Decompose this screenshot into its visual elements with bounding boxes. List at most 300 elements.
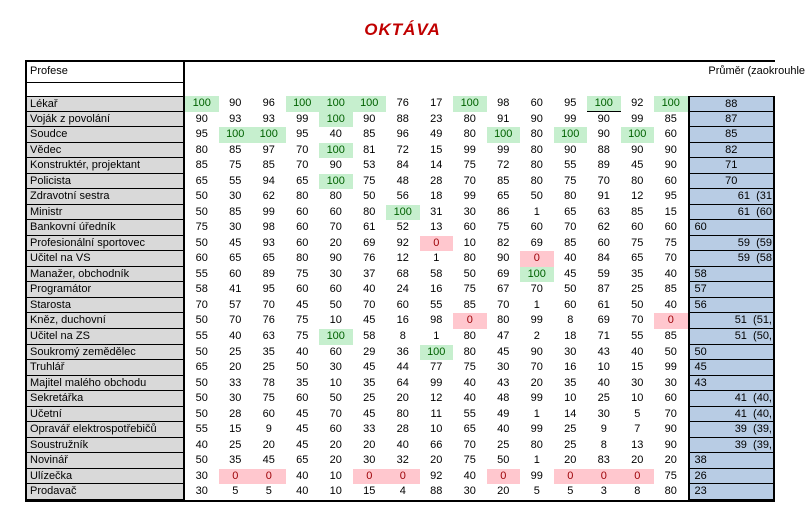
profession-cell[interactable]: Soustružník bbox=[27, 438, 185, 454]
profession-cell[interactable]: Programátor bbox=[27, 282, 185, 298]
score-cell[interactable]: 75 bbox=[463, 361, 476, 374]
average-cell[interactable]: 38 bbox=[688, 453, 776, 469]
score-cell[interactable]: 88 bbox=[396, 112, 409, 125]
score-cell[interactable]: 69 bbox=[530, 236, 543, 249]
score-cell[interactable]: 80 bbox=[664, 485, 677, 498]
average-cell[interactable]: 85 bbox=[688, 127, 776, 143]
score-cell[interactable]: 85 bbox=[262, 159, 275, 172]
score-cell[interactable]: 99 bbox=[463, 143, 476, 156]
score-cell[interactable]: 25 bbox=[363, 392, 376, 405]
score-cell[interactable]: 60 bbox=[597, 236, 610, 249]
score-cell[interactable]: 10 bbox=[631, 392, 644, 405]
score-cell[interactable]: 28 bbox=[229, 407, 242, 420]
average-cell[interactable]: 23 bbox=[688, 484, 776, 500]
score-cell[interactable]: 80 bbox=[530, 174, 543, 187]
score-cell[interactable]: 55 bbox=[195, 329, 208, 342]
score-cell[interactable]: 25 bbox=[564, 423, 577, 436]
profession-cell[interactable]: Kněz, duchovní bbox=[27, 313, 185, 329]
score-cell[interactable]: 60 bbox=[564, 298, 577, 311]
average-cell[interactable]: 50 bbox=[688, 345, 776, 361]
score-cell[interactable]: 1 bbox=[533, 205, 540, 218]
score-cell[interactable]: 80 bbox=[195, 143, 208, 156]
score-cell[interactable]: 55 bbox=[564, 159, 577, 172]
score-cell[interactable]: 69 bbox=[597, 314, 610, 327]
score-cell[interactable]: 23 bbox=[430, 112, 443, 125]
score-cell[interactable]: 55 bbox=[195, 423, 208, 436]
score-cell[interactable]: 30 bbox=[329, 361, 342, 374]
score-cell[interactable]: 37 bbox=[363, 267, 376, 280]
score-cell[interactable]: 7 bbox=[634, 423, 641, 436]
score-cell[interactable]: 88 bbox=[597, 143, 610, 156]
profession-cell[interactable]: Učetní bbox=[27, 407, 185, 423]
score-cell[interactable]: 61 bbox=[363, 221, 376, 234]
score-cell[interactable]: 13 bbox=[430, 221, 443, 234]
score-cell[interactable]: 100 bbox=[185, 96, 219, 112]
score-cell[interactable]: 40 bbox=[296, 485, 309, 498]
score-cell[interactable]: 45 bbox=[363, 361, 376, 374]
score-cell[interactable]: 96 bbox=[396, 128, 409, 141]
score-cell[interactable]: 25 bbox=[631, 283, 644, 296]
score-cell[interactable]: 85 bbox=[664, 329, 677, 342]
score-cell[interactable]: 35 bbox=[296, 376, 309, 389]
score-cell[interactable]: 70 bbox=[262, 298, 275, 311]
score-cell[interactable]: 98 bbox=[262, 221, 275, 234]
score-cell[interactable]: 0 bbox=[219, 469, 253, 485]
score-cell[interactable]: 92 bbox=[430, 469, 443, 482]
score-cell[interactable]: 70 bbox=[564, 221, 577, 234]
score-cell[interactable]: 0 bbox=[252, 469, 286, 485]
score-cell[interactable]: 45 bbox=[262, 454, 275, 467]
score-cell[interactable]: 75 bbox=[497, 221, 510, 234]
score-cell[interactable]: 70 bbox=[329, 407, 342, 420]
score-cell[interactable]: 70 bbox=[363, 298, 376, 311]
profession-cell[interactable]: Soudce bbox=[27, 127, 185, 143]
score-cell[interactable]: 70 bbox=[530, 361, 543, 374]
score-cell[interactable]: 99 bbox=[530, 314, 543, 327]
score-cell[interactable]: 30 bbox=[229, 221, 242, 234]
score-cell[interactable]: 65 bbox=[564, 205, 577, 218]
score-cell[interactable]: 30 bbox=[597, 407, 610, 420]
score-cell[interactable]: 67 bbox=[497, 283, 510, 296]
score-cell[interactable]: 30 bbox=[664, 376, 677, 389]
score-cell[interactable]: 95 bbox=[195, 128, 208, 141]
score-cell[interactable]: 48 bbox=[497, 392, 510, 405]
score-cell[interactable]: 25 bbox=[229, 438, 242, 451]
average-cell[interactable]: 43 bbox=[688, 376, 776, 392]
score-cell[interactable]: 70 bbox=[296, 159, 309, 172]
score-cell[interactable]: 88 bbox=[430, 485, 443, 498]
score-cell[interactable]: 0 bbox=[353, 469, 387, 485]
score-cell[interactable]: 100 bbox=[219, 127, 253, 143]
score-cell[interactable]: 20 bbox=[262, 438, 275, 451]
average-cell[interactable]: 61 (60 bbox=[688, 205, 776, 221]
score-cell[interactable]: 99 bbox=[530, 392, 543, 405]
score-cell[interactable]: 8 bbox=[600, 438, 607, 451]
score-cell[interactable]: 95 bbox=[664, 190, 677, 203]
score-cell[interactable]: 100 bbox=[420, 345, 454, 361]
score-cell[interactable]: 85 bbox=[229, 205, 242, 218]
score-cell[interactable]: 35 bbox=[631, 267, 644, 280]
score-cell[interactable]: 10 bbox=[564, 392, 577, 405]
score-cell[interactable]: 100 bbox=[386, 205, 420, 221]
score-cell[interactable]: 58 bbox=[363, 329, 376, 342]
profession-cell[interactable]: Majitel malého obchodu bbox=[27, 376, 185, 392]
score-cell[interactable]: 82 bbox=[497, 236, 510, 249]
score-cell[interactable]: 12 bbox=[430, 392, 443, 405]
score-cell[interactable]: 30 bbox=[363, 454, 376, 467]
score-cell[interactable]: 80 bbox=[296, 252, 309, 265]
score-cell[interactable]: 60 bbox=[229, 267, 242, 280]
score-cell[interactable]: 45 bbox=[296, 423, 309, 436]
score-cell[interactable]: 0 bbox=[420, 236, 454, 252]
score-cell[interactable]: 10 bbox=[329, 314, 342, 327]
score-cell[interactable]: 30 bbox=[463, 485, 476, 498]
score-cell[interactable]: 49 bbox=[430, 128, 443, 141]
score-cell[interactable]: 10 bbox=[329, 485, 342, 498]
average-cell[interactable]: 51 (51, bbox=[688, 313, 776, 329]
score-cell[interactable]: 50 bbox=[195, 376, 208, 389]
score-cell[interactable]: 30 bbox=[463, 205, 476, 218]
score-cell[interactable]: 10 bbox=[430, 423, 443, 436]
score-cell[interactable]: 85 bbox=[195, 159, 208, 172]
score-cell[interactable]: 99 bbox=[430, 376, 443, 389]
score-cell[interactable]: 65 bbox=[296, 454, 309, 467]
score-cell[interactable]: 20 bbox=[564, 454, 577, 467]
score-cell[interactable]: 20 bbox=[363, 438, 376, 451]
score-cell[interactable]: 9 bbox=[600, 423, 607, 436]
score-cell[interactable]: 43 bbox=[497, 376, 510, 389]
score-cell[interactable]: 56 bbox=[396, 190, 409, 203]
score-cell[interactable]: 35 bbox=[363, 376, 376, 389]
score-cell[interactable]: 60 bbox=[396, 298, 409, 311]
score-cell[interactable]: 99 bbox=[564, 112, 577, 125]
score-cell[interactable]: 70 bbox=[296, 143, 309, 156]
score-cell[interactable]: 30 bbox=[497, 361, 510, 374]
score-cell[interactable]: 95 bbox=[564, 97, 577, 109]
score-cell[interactable]: 85 bbox=[497, 174, 510, 187]
score-cell[interactable]: 50 bbox=[195, 314, 208, 327]
score-cell[interactable]: 90 bbox=[329, 159, 342, 172]
profession-cell[interactable]: Učitel na VS bbox=[27, 251, 185, 267]
score-cell[interactable]: 94 bbox=[262, 174, 275, 187]
score-cell[interactable]: 99 bbox=[497, 143, 510, 156]
score-cell[interactable]: 20 bbox=[430, 454, 443, 467]
score-cell[interactable]: 85 bbox=[631, 205, 644, 218]
score-cell[interactable]: 60 bbox=[296, 236, 309, 249]
score-cell[interactable]: 35 bbox=[564, 376, 577, 389]
profession-cell[interactable]: Vědec bbox=[27, 143, 185, 159]
score-cell[interactable]: 99 bbox=[296, 112, 309, 125]
score-cell[interactable]: 83 bbox=[597, 454, 610, 467]
profession-cell[interactable]: Konstruktér, projektant bbox=[27, 158, 185, 174]
score-cell[interactable]: 65 bbox=[262, 252, 275, 265]
score-cell[interactable]: 32 bbox=[396, 454, 409, 467]
score-cell[interactable]: 0 bbox=[621, 469, 655, 485]
score-cell[interactable]: 9 bbox=[265, 423, 272, 436]
score-cell[interactable]: 77 bbox=[430, 361, 443, 374]
score-cell[interactable]: 92 bbox=[396, 236, 409, 249]
score-cell[interactable]: 10 bbox=[329, 376, 342, 389]
score-cell[interactable]: 100 bbox=[520, 267, 554, 283]
score-cell[interactable]: 52 bbox=[396, 221, 409, 234]
score-cell[interactable]: 89 bbox=[597, 159, 610, 172]
score-cell[interactable]: 53 bbox=[363, 159, 376, 172]
score-cell[interactable]: 99 bbox=[530, 423, 543, 436]
score-cell[interactable]: 93 bbox=[262, 112, 275, 125]
score-cell[interactable]: 5 bbox=[533, 485, 540, 498]
profession-cell[interactable]: Ministr bbox=[27, 205, 185, 221]
score-cell[interactable]: 100 bbox=[319, 143, 353, 159]
score-cell[interactable]: 97 bbox=[262, 143, 275, 156]
score-cell[interactable]: 20 bbox=[664, 454, 677, 467]
score-cell[interactable]: 80 bbox=[497, 314, 510, 327]
score-cell[interactable]: 64 bbox=[396, 376, 409, 389]
score-cell[interactable]: 75 bbox=[664, 469, 677, 482]
score-cell[interactable]: 50 bbox=[195, 407, 208, 420]
score-cell[interactable]: 12 bbox=[631, 190, 644, 203]
score-cell[interactable]: 49 bbox=[497, 407, 510, 420]
score-cell[interactable]: 2 bbox=[533, 329, 540, 342]
score-cell[interactable]: 65 bbox=[195, 361, 208, 374]
average-cell[interactable]: 58 bbox=[688, 267, 776, 283]
score-cell[interactable]: 48 bbox=[396, 174, 409, 187]
score-cell[interactable]: 8 bbox=[399, 329, 406, 342]
score-cell[interactable]: 50 bbox=[363, 190, 376, 203]
score-cell[interactable]: 60 bbox=[296, 221, 309, 234]
score-cell[interactable]: 40 bbox=[631, 345, 644, 358]
score-cell[interactable]: 50 bbox=[195, 345, 208, 358]
average-cell[interactable]: 60 bbox=[688, 220, 776, 236]
score-cell[interactable]: 72 bbox=[396, 143, 409, 156]
score-cell[interactable]: 50 bbox=[195, 236, 208, 249]
score-cell[interactable]: 40 bbox=[329, 128, 342, 141]
score-cell[interactable]: 18 bbox=[564, 329, 577, 342]
score-cell[interactable]: 70 bbox=[631, 314, 644, 327]
score-cell[interactable]: 5 bbox=[265, 485, 272, 498]
score-cell[interactable]: 90 bbox=[530, 345, 543, 358]
score-cell[interactable]: 100 bbox=[319, 96, 353, 112]
score-cell[interactable]: 60 bbox=[262, 407, 275, 420]
score-cell[interactable]: 25 bbox=[229, 345, 242, 358]
score-cell[interactable]: 45 bbox=[296, 298, 309, 311]
score-cell[interactable]: 60 bbox=[329, 205, 342, 218]
average-cell[interactable]: 41 (40, bbox=[688, 407, 776, 423]
score-cell[interactable]: 80 bbox=[463, 329, 476, 342]
score-cell[interactable]: 92 bbox=[631, 97, 644, 109]
score-cell[interactable]: 25 bbox=[597, 392, 610, 405]
score-cell[interactable]: 29 bbox=[363, 345, 376, 358]
score-cell[interactable]: 40 bbox=[463, 376, 476, 389]
average-cell[interactable]: 57 bbox=[688, 282, 776, 298]
score-cell[interactable]: 60 bbox=[631, 221, 644, 234]
score-cell[interactable]: 15 bbox=[229, 423, 242, 436]
score-cell[interactable]: 24 bbox=[396, 283, 409, 296]
score-cell[interactable]: 90 bbox=[329, 252, 342, 265]
score-cell[interactable]: 20 bbox=[396, 392, 409, 405]
average-cell[interactable]: 59 (58 bbox=[688, 251, 776, 267]
profession-cell[interactable]: Bankovní úředník bbox=[27, 220, 185, 236]
score-cell[interactable]: 40 bbox=[463, 392, 476, 405]
score-cell[interactable]: 85 bbox=[564, 236, 577, 249]
score-cell[interactable]: 86 bbox=[497, 205, 510, 218]
score-cell[interactable]: 1 bbox=[533, 298, 540, 311]
score-cell[interactable]: 90 bbox=[497, 252, 510, 265]
score-cell[interactable]: 45 bbox=[497, 345, 510, 358]
average-cell[interactable]: 61 (31 bbox=[688, 189, 776, 205]
score-cell[interactable]: 85 bbox=[664, 112, 677, 125]
score-cell[interactable]: 90 bbox=[564, 143, 577, 156]
score-cell[interactable]: 87 bbox=[597, 283, 610, 296]
score-cell[interactable]: 30 bbox=[329, 267, 342, 280]
score-cell[interactable]: 28 bbox=[396, 423, 409, 436]
score-cell[interactable]: 1 bbox=[433, 329, 440, 342]
score-cell[interactable]: 0 bbox=[654, 313, 688, 329]
score-cell[interactable]: 50 bbox=[329, 298, 342, 311]
score-cell[interactable]: 40 bbox=[195, 438, 208, 451]
score-cell[interactable]: 60 bbox=[329, 345, 342, 358]
score-cell[interactable]: 40 bbox=[463, 469, 476, 482]
score-cell[interactable]: 50 bbox=[664, 345, 677, 358]
score-cell[interactable]: 95 bbox=[296, 128, 309, 141]
score-cell[interactable]: 75 bbox=[296, 267, 309, 280]
score-cell[interactable]: 80 bbox=[396, 407, 409, 420]
score-cell[interactable]: 50 bbox=[564, 283, 577, 296]
score-cell[interactable]: 60 bbox=[463, 221, 476, 234]
score-cell[interactable]: 50 bbox=[530, 190, 543, 203]
score-cell[interactable]: 76 bbox=[396, 97, 409, 109]
score-cell[interactable]: 75 bbox=[262, 392, 275, 405]
score-cell[interactable]: 93 bbox=[229, 112, 242, 125]
score-cell[interactable]: 20 bbox=[329, 454, 342, 467]
score-cell[interactable]: 75 bbox=[363, 174, 376, 187]
score-cell[interactable]: 60 bbox=[664, 221, 677, 234]
score-cell[interactable]: 75 bbox=[195, 221, 208, 234]
score-cell[interactable]: 45 bbox=[363, 314, 376, 327]
score-cell[interactable]: 16 bbox=[564, 361, 577, 374]
score-cell[interactable]: 65 bbox=[195, 174, 208, 187]
score-cell[interactable]: 35 bbox=[262, 345, 275, 358]
score-cell[interactable]: 70 bbox=[497, 298, 510, 311]
score-cell[interactable]: 65 bbox=[631, 252, 644, 265]
score-cell[interactable]: 80 bbox=[564, 190, 577, 203]
score-cell[interactable]: 15 bbox=[664, 205, 677, 218]
score-cell[interactable]: 80 bbox=[463, 252, 476, 265]
score-cell[interactable]: 40 bbox=[363, 283, 376, 296]
score-cell[interactable]: 55 bbox=[195, 267, 208, 280]
score-cell[interactable]: 98 bbox=[430, 314, 443, 327]
score-cell[interactable]: 50 bbox=[195, 392, 208, 405]
score-cell[interactable]: 8 bbox=[567, 314, 574, 327]
score-cell[interactable]: 4 bbox=[399, 485, 406, 498]
score-cell[interactable]: 10 bbox=[463, 236, 476, 249]
score-cell[interactable]: 81 bbox=[363, 143, 376, 156]
score-cell[interactable]: 60 bbox=[664, 174, 677, 187]
score-cell[interactable]: 100 bbox=[621, 127, 655, 143]
score-cell[interactable]: 58 bbox=[195, 283, 208, 296]
profession-cell[interactable]: Policista bbox=[27, 174, 185, 190]
score-cell[interactable]: 1 bbox=[433, 252, 440, 265]
score-cell[interactable]: 76 bbox=[262, 314, 275, 327]
score-cell[interactable]: 45 bbox=[296, 407, 309, 420]
average-cell[interactable]: 45 bbox=[688, 360, 776, 376]
profession-cell[interactable]: Prodavač bbox=[27, 484, 185, 500]
score-cell[interactable]: 44 bbox=[396, 361, 409, 374]
score-cell[interactable]: 100 bbox=[319, 174, 353, 190]
score-cell[interactable]: 100 bbox=[487, 127, 521, 143]
score-cell[interactable]: 40 bbox=[597, 376, 610, 389]
score-cell[interactable]: 69 bbox=[363, 236, 376, 249]
score-cell[interactable]: 50 bbox=[631, 298, 644, 311]
score-cell[interactable]: 80 bbox=[631, 174, 644, 187]
score-cell[interactable]: 100 bbox=[587, 96, 621, 112]
score-cell[interactable]: 70 bbox=[229, 314, 242, 327]
score-cell[interactable]: 25 bbox=[564, 438, 577, 451]
score-cell[interactable]: 75 bbox=[296, 329, 309, 342]
score-cell[interactable]: 47 bbox=[497, 329, 510, 342]
score-cell[interactable]: 60 bbox=[329, 283, 342, 296]
score-cell[interactable]: 70 bbox=[530, 283, 543, 296]
score-cell[interactable]: 61 bbox=[597, 298, 610, 311]
score-cell[interactable]: 1 bbox=[533, 454, 540, 467]
score-cell[interactable]: 10 bbox=[329, 469, 342, 482]
score-cell[interactable]: 20 bbox=[631, 454, 644, 467]
score-cell[interactable]: 60 bbox=[329, 423, 342, 436]
profese-header-cell[interactable]: Profese bbox=[27, 62, 185, 83]
score-cell[interactable]: 80 bbox=[530, 143, 543, 156]
score-cell[interactable]: 15 bbox=[430, 143, 443, 156]
score-cell[interactable]: 60 bbox=[664, 392, 677, 405]
score-cell[interactable]: 59 bbox=[597, 267, 610, 280]
score-cell[interactable]: 33 bbox=[363, 423, 376, 436]
score-cell[interactable]: 90 bbox=[363, 112, 376, 125]
score-cell[interactable]: 1 bbox=[533, 407, 540, 420]
score-cell[interactable]: 17 bbox=[430, 97, 443, 109]
score-cell[interactable]: 100 bbox=[286, 96, 320, 112]
average-cell[interactable]: 41 (40, bbox=[688, 391, 776, 407]
score-cell[interactable]: 45 bbox=[229, 236, 242, 249]
score-cell[interactable]: 72 bbox=[497, 159, 510, 172]
score-cell[interactable]: 80 bbox=[530, 128, 543, 141]
score-cell[interactable]: 5 bbox=[232, 485, 239, 498]
average-cell[interactable]: 87 bbox=[688, 112, 776, 128]
score-cell[interactable]: 50 bbox=[296, 361, 309, 374]
score-cell[interactable]: 100 bbox=[353, 96, 387, 112]
score-cell[interactable]: 40 bbox=[497, 423, 510, 436]
score-cell[interactable]: 90 bbox=[597, 128, 610, 141]
score-cell[interactable]: 60 bbox=[296, 283, 309, 296]
score-cell[interactable]: 45 bbox=[296, 438, 309, 451]
score-cell[interactable]: 5 bbox=[634, 407, 641, 420]
profession-cell[interactable]: Učitel na ZS bbox=[27, 329, 185, 345]
score-cell[interactable]: 66 bbox=[430, 438, 443, 451]
score-cell[interactable]: 60 bbox=[195, 252, 208, 265]
score-cell[interactable]: 100 bbox=[654, 96, 688, 112]
score-cell[interactable]: 99 bbox=[262, 205, 275, 218]
score-cell[interactable]: 20 bbox=[229, 361, 242, 374]
score-cell[interactable]: 99 bbox=[530, 469, 543, 482]
score-cell[interactable]: 55 bbox=[229, 174, 242, 187]
score-cell[interactable]: 89 bbox=[262, 267, 275, 280]
score-cell[interactable]: 75 bbox=[664, 236, 677, 249]
score-cell[interactable]: 55 bbox=[430, 298, 443, 311]
score-cell[interactable]: 95 bbox=[262, 283, 275, 296]
score-cell[interactable]: 90 bbox=[664, 438, 677, 451]
score-cell[interactable]: 30 bbox=[195, 485, 208, 498]
average-cell[interactable]: 70 bbox=[688, 174, 776, 190]
score-cell[interactable]: 96 bbox=[262, 97, 275, 109]
score-cell[interactable]: 30 bbox=[195, 469, 208, 482]
score-cell[interactable]: 85 bbox=[363, 128, 376, 141]
